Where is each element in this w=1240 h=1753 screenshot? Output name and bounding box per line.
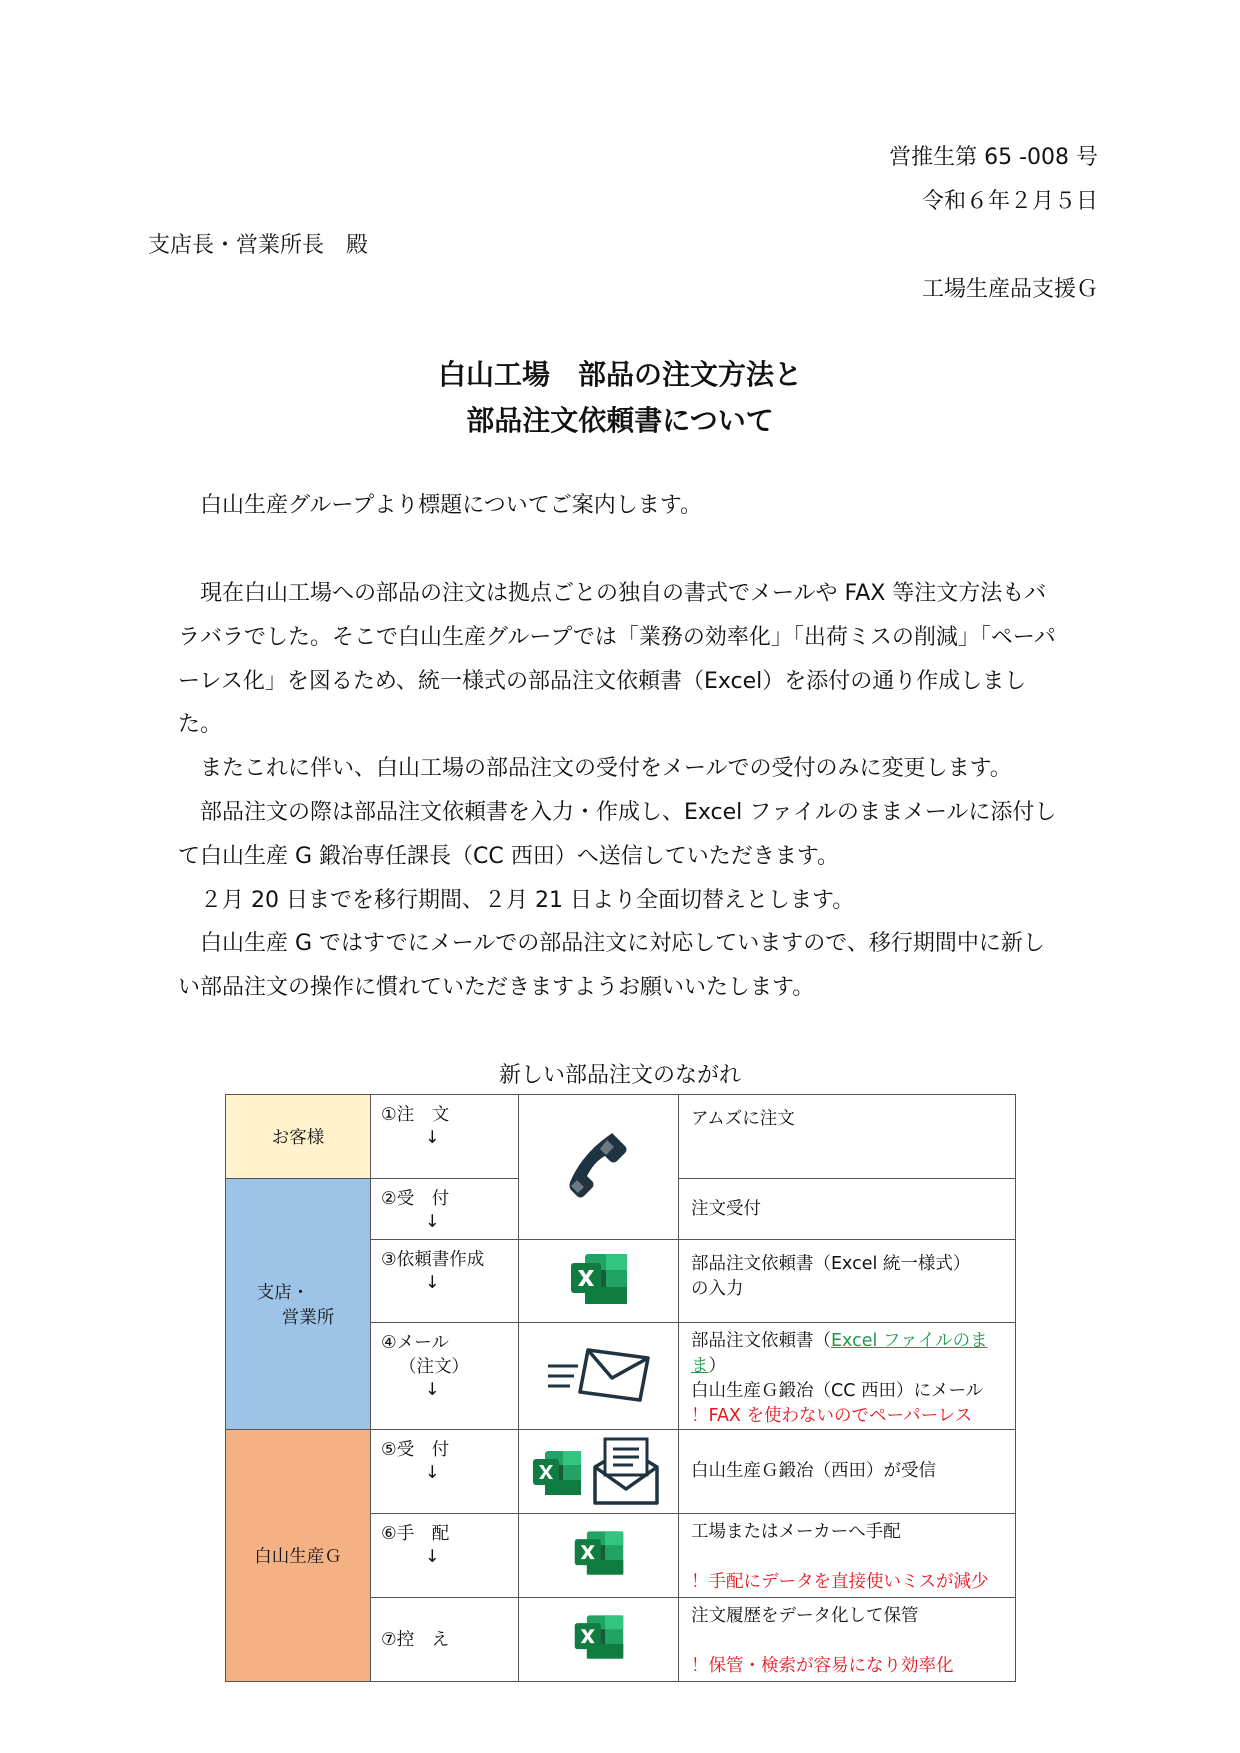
mail-open-icon	[529, 1433, 669, 1505]
actor-customer: お客様	[226, 1095, 371, 1179]
document-title-line1: 白山工場 部品の注文方法と	[437, 358, 802, 391]
step-4-label-sub: （注文）	[399, 1357, 469, 1377]
step-3-desc	[679, 1240, 1016, 1323]
paragraph: 現在白山工場への部品の注文は拠点ごとの独自の書式でメールや FAX 等注文方法もバラバラでした。そこで白山生産グループでは「業務の効率化」「出荷ミスの削減」「ペーパーレス化」を図るため、統一様式の部品注文依頼書（Excel）を添付の通り作成しました。	[178, 581, 1056, 738]
step-3-desc-line1: 部品注文依頼書（Excel 統一様式）	[691, 1254, 971, 1274]
step-2-desc: 注文受付	[679, 1179, 1016, 1240]
step-label	[371, 1323, 519, 1430]
paragraph: 部品注文の際は部品注文依頼書を入力・作成し、Excel ファイルのままメールに添付して白山生産 G 鍛冶専任課長（CC 西田）へ送信していただきます。	[178, 799, 1057, 869]
excel-icon	[573, 1529, 625, 1577]
step-4-warning: ！FAX を使わないのでペーパーレス	[691, 1406, 973, 1426]
step-1-desc: アムズに注文	[679, 1095, 1016, 1179]
step-4-desc-line2: 白山生産Ｇ鍛冶（CC 西田）にメール	[691, 1381, 984, 1401]
step-label	[371, 1598, 519, 1682]
actor-branch-line2: 営業所	[281, 1308, 335, 1328]
step-7-label: ⑦控 え	[381, 1629, 450, 1650]
down-arrow: ↓	[425, 1212, 440, 1232]
document-date: 令和６年２月５日	[921, 189, 1098, 214]
excel-icon	[533, 1451, 581, 1495]
step-3-label: ③依頼書作成	[381, 1250, 485, 1270]
step-label	[371, 1095, 519, 1179]
step-4-desc	[679, 1323, 1016, 1430]
step-label	[371, 1430, 519, 1514]
phone-icon	[567, 1130, 631, 1200]
excel-file-link[interactable]: Excel ファイルのまま	[691, 1331, 988, 1376]
excel-icon-cell	[519, 1514, 679, 1598]
down-arrow: ↓	[425, 1463, 440, 1483]
step-7-desc-main: 注文履歴をデータ化して保管	[691, 1606, 919, 1626]
step-6-desc	[679, 1514, 1016, 1598]
phone-icon-cell	[519, 1095, 679, 1240]
table-row	[226, 1095, 1016, 1179]
receive-icons-cell	[519, 1430, 679, 1514]
down-arrow: ↓	[425, 1547, 440, 1567]
document-number: 営推生第 65 -008 号	[889, 145, 1098, 170]
excel-icon-cell	[519, 1598, 679, 1682]
mail-send-icon-cell	[519, 1323, 679, 1430]
step-6-warning: ！手配にデータを直接使いミスが減少	[691, 1572, 989, 1592]
down-arrow: ↓	[425, 1273, 440, 1293]
body-paragraphs	[178, 572, 1058, 1010]
actor-branch-line1: 支店・	[256, 1283, 310, 1303]
actor-hakusan: 白山生産Ｇ	[226, 1430, 371, 1682]
step-1-label: ①注 文	[381, 1105, 450, 1125]
step-6-desc-main: 工場またはメーカーへ手配	[691, 1522, 901, 1542]
intro-paragraph: 白山生産グループより標題についてご案内します。	[200, 493, 703, 518]
paragraph: またこれに伴い、白山工場の部品注文の受付をメールでの受付のみに変更します。	[200, 756, 1012, 782]
step-label	[371, 1240, 519, 1323]
paragraph: ２月 20 日までを移行期間、２月 21 日より全面切替えとします。	[200, 887, 855, 913]
step-label	[371, 1179, 519, 1240]
down-arrow: ↓	[425, 1380, 440, 1400]
step-4-desc-b: ）	[708, 1356, 726, 1376]
excel-icon	[573, 1613, 625, 1661]
table-row	[226, 1430, 1016, 1514]
flow-caption: 新しい部品注文のながれ	[498, 1063, 741, 1088]
document-title-line2: 部品注文依頼書について	[466, 404, 774, 437]
step-5-label: ⑤受 付	[381, 1440, 450, 1460]
order-flow-table	[225, 1094, 1016, 1682]
step-2-label: ②受 付	[381, 1189, 450, 1209]
addressee: 支店長・営業所長 殿	[148, 233, 369, 258]
step-6-label: ⑥手 配	[381, 1524, 450, 1544]
step-7-desc	[679, 1598, 1016, 1682]
excel-icon-cell	[519, 1240, 679, 1323]
step-3-desc-line2: の入力	[691, 1279, 744, 1299]
down-arrow: ↓	[425, 1128, 440, 1148]
step-4-desc-a: 部品注文依頼書（	[691, 1331, 831, 1351]
step-4-label: ④メール	[381, 1333, 449, 1353]
excel-icon	[569, 1252, 629, 1306]
actor-branch	[226, 1179, 371, 1430]
sender: 工場生産品支援Ｇ	[921, 277, 1098, 302]
step-7-warning: ！保管・検索が容易になり効率化	[691, 1656, 954, 1676]
step-5-desc: 白山生産Ｇ鍛冶（西田）が受信	[679, 1430, 1016, 1514]
paragraph: 白山生産 G ではすでにメールでの部品注文に対応していますので、移行期間中に新しい部品注文の操作に慣れていただきますようお願いいたします。	[178, 931, 1045, 1001]
mail-send-icon	[544, 1344, 654, 1404]
step-label	[371, 1514, 519, 1598]
